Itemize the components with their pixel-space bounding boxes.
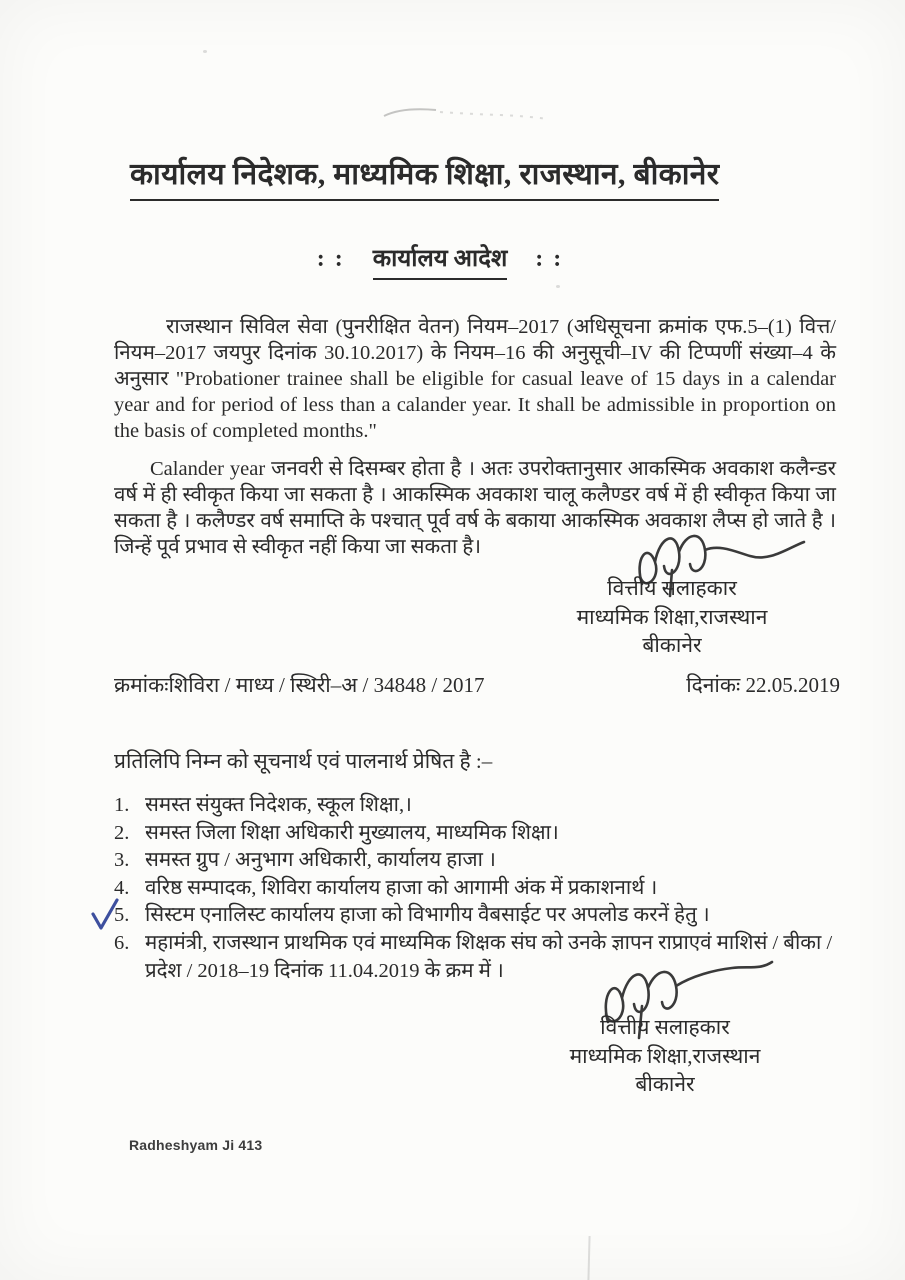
copy-item-2 — [114, 820, 842, 848]
copy-item-text: समस्त जिला शिक्षा अधिकारी मुख्यालय, माध्यमिक शिक्षा। — [145, 821, 559, 844]
copy-distribution-intro: प्रतिलिपि निम्न को सूचनार्थ एवं पालनार्थ प्रेषित है :– — [114, 749, 493, 773]
signature-block-top — [552, 574, 792, 660]
copy-item-number: 3. — [114, 849, 130, 872]
copy-item-4 — [114, 875, 842, 903]
signatory-designation: वित्तीय सलाहकार — [607, 576, 737, 600]
order-date — [686, 671, 840, 699]
order-heading — [120, 241, 760, 280]
copy-item-text: समस्त संयुक्त निदेशक, स्कूल शिक्षा,। — [145, 794, 412, 816]
copy-item-text: सिस्टम एनालिस्ट कार्यालय हाजा को विभागीय वैबसाईट पर अपलोड करनें हेतु । — [145, 904, 710, 927]
heading-colons-right: : : — [535, 246, 564, 272]
heading-colons-left: : : — [316, 246, 345, 272]
scan-smudge-mark — [382, 100, 552, 126]
copy-item-number: 5. — [114, 904, 130, 927]
copy-item-text: महामंत्री, राजस्थान प्राथमिक एवं माध्यमिक शिक्षक संघ को उनके ज्ञापन राप्राएवं माशिसं / बीका / प्रदेश / 2018–19 दिनांक 11.04.2019 के क्रम में । — [145, 931, 833, 982]
copy-item-3 — [114, 847, 842, 875]
signatory-department: माध्यमिक शिक्षा,राजस्थान — [576, 604, 768, 629]
copy-item-number: 1. — [114, 794, 130, 816]
copy-distribution-list — [114, 792, 842, 985]
office-letterhead-title — [130, 152, 719, 201]
rule-citation-paragraph: राजस्थान सिविल सेवा (पुनरीक्षित वेतन) नियम–2017 (अधिसूचना क्रमांक एफ.5–(1) वित्त/नियम–2017 जयपुर दिनांक 30.10.2017) के नियम–16 की अनुसूची–IV की टिप्पणीं संख्या–4 के अनुसार "Probationer trainee shall be eligible for casual leave of 15 days in a calendar year and for period of less than a calander year. It shall be admissible in proportion on the basis of completed months." — [114, 316, 836, 442]
signature-block-bottom — [545, 1013, 785, 1099]
dealing-clerk-note: Radheshyam Ji 413 — [129, 1137, 263, 1153]
copy-item-number: 6. — [114, 931, 130, 954]
signatory-designation: वित्तीय सलाहकार — [600, 1015, 730, 1039]
date-label: दिनांकः — [686, 673, 741, 697]
copy-item-5 — [114, 902, 842, 930]
pen-tick-mark-icon — [90, 898, 120, 932]
copy-item-text: समस्त ग्रुप / अनुभाग अधिकारी, कार्यालय हाजा । — [145, 849, 496, 872]
reference-row — [114, 671, 840, 699]
copy-item-6 — [114, 930, 842, 985]
copy-item-1 — [114, 792, 842, 820]
order-body-paragraph: Calander year जनवरी से दिसम्बर होता है । अतः उपरोक्तानुसार आकस्मिक अवकाश कलैन्डर वर्ष में ही स्वीकृत किया जा सकता है । आकस्मिक अवकाश चालू कलैण्डर वर्ष में ही स्वीकृत किया जा सकता है । कलैण्डर वर्ष समाप्ति के पश्चात् पूर्व वर्ष के बकाया आकस्मिक अवकाश लैप्स हो जाते है । जिन्हें पूर्व प्रभाव से स्वीकृत नहीं किया जा सकता है। — [114, 458, 836, 558]
reference-number: क्रमांकःशिविरा / माध्य / स्थिरी–अ / 34848 / 2017 — [114, 673, 485, 697]
scan-speck — [203, 50, 207, 53]
order-heading-title: कार्यालय आदेश — [373, 241, 508, 280]
copy-item-text: वरिष्ठ सम्पादक, शिविरा कार्यालय हाजा को आगामी अंक में प्रकाशनार्थ । — [145, 876, 658, 899]
scan-fold-mark — [587, 1236, 590, 1280]
letterhead-text: कार्यालय निदेशक, माध्यमिक शिक्षा, राजस्थान, बीकानेर — [130, 152, 719, 201]
signatory-department: माध्यमिक शिक्षा,राजस्थान — [569, 1043, 761, 1068]
copy-item-number: 2. — [114, 821, 130, 844]
date-value: 22.05.2019 — [745, 673, 840, 697]
signatory-place: बीकानेर — [642, 633, 702, 657]
scan-speck — [556, 285, 560, 288]
copy-item-number: 4. — [114, 876, 130, 899]
signatory-place: बीकानेर — [635, 1072, 695, 1096]
